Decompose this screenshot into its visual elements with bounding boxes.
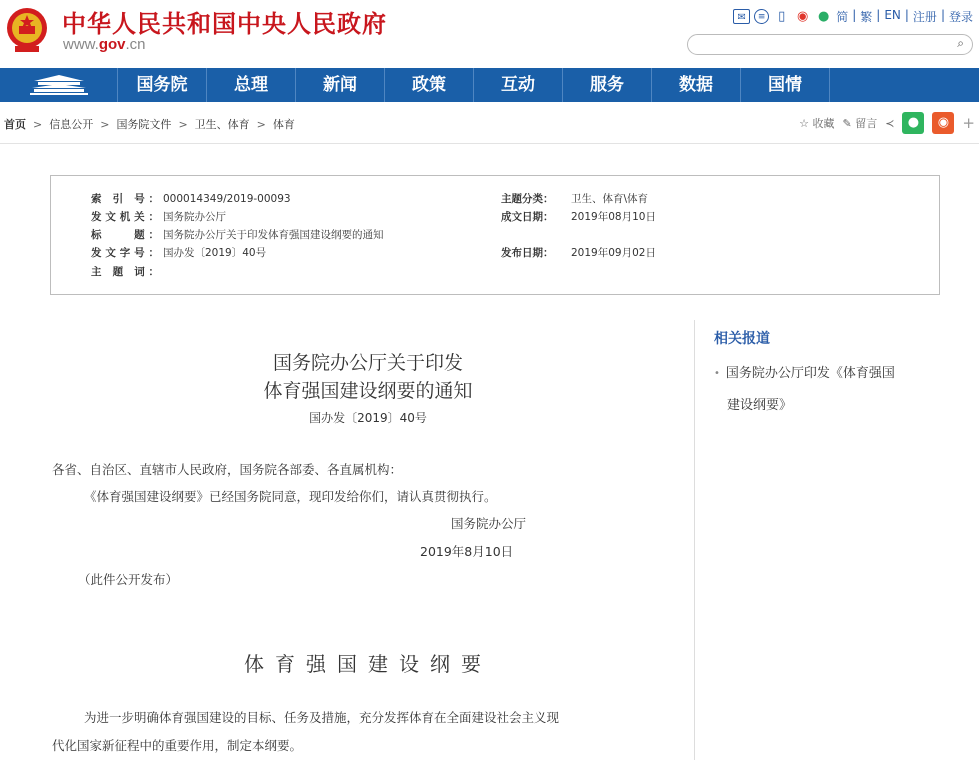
related-report-line1: 国务院办公厅印发《体育强国 bbox=[725, 366, 895, 381]
info-index-value: 000014349/2019-00093 bbox=[163, 193, 291, 205]
nav-item-services[interactable]: 服务 bbox=[563, 68, 652, 102]
nav-item-state-council[interactable]: 国务院 bbox=[118, 68, 207, 102]
document-info-box bbox=[50, 175, 940, 295]
wechat-icon[interactable]: ● bbox=[818, 9, 830, 24]
related-report-line2: 建设纲要》 bbox=[727, 398, 793, 413]
pencil-icon: ✎ bbox=[842, 117, 852, 130]
wechat-share-icon[interactable]: ● bbox=[902, 112, 924, 134]
info-pubdate-value: 2019年09月02日 bbox=[571, 247, 656, 259]
top-toolbar bbox=[733, 8, 973, 25]
related-report-link[interactable] bbox=[714, 358, 944, 422]
info-keywords-label: 主 题 词： bbox=[91, 266, 159, 278]
related-reports-title: 相关报道 bbox=[714, 331, 770, 347]
nav-item-interaction[interactable]: 互动 bbox=[474, 68, 563, 102]
info-docno-label: 发文字号： bbox=[91, 247, 159, 259]
info-row-docno bbox=[91, 245, 266, 260]
info-issuer-label: 发文机关： bbox=[91, 211, 159, 223]
nav-item-policy[interactable]: 政策 bbox=[385, 68, 474, 102]
message-icon[interactable]: ≡ bbox=[754, 9, 769, 24]
top-links: 简 | 繁 | EN | 注册 | 登录 bbox=[836, 8, 973, 24]
info-row-pubdate bbox=[501, 245, 656, 260]
link-login[interactable]: 登录 bbox=[948, 10, 973, 24]
doc-title-line1: 国务院办公厅关于印发 bbox=[272, 352, 463, 374]
link-traditional[interactable]: 繁 bbox=[860, 10, 873, 24]
national-emblem-icon[interactable] bbox=[6, 6, 48, 56]
star-icon: ☆ bbox=[799, 117, 809, 130]
site-title[interactable]: 中华人民共和国中央人民政府 bbox=[62, 10, 387, 38]
info-date-value: 2019年08月10日 bbox=[571, 211, 656, 223]
outline-title: 体育强国建设纲要 bbox=[244, 652, 492, 676]
info-date-label: 成文日期： bbox=[501, 211, 554, 223]
doc-number: 国办发〔2019〕40号 bbox=[309, 411, 427, 425]
info-row-date bbox=[501, 209, 656, 224]
link-english[interactable]: EN bbox=[884, 8, 901, 22]
info-pubdate-label: 发布日期： bbox=[501, 247, 554, 259]
breadcrumb-info-public[interactable]: 信息公开 bbox=[49, 118, 94, 131]
search-input[interactable] bbox=[687, 34, 973, 55]
chevron-right-icon: > bbox=[178, 118, 188, 131]
info-row-index bbox=[91, 191, 291, 206]
doc-title-line2: 体育强国建设纲要的通知 bbox=[263, 380, 473, 402]
info-title-value: 国务院办公厅关于印发体育强国建设纲要的通知 bbox=[163, 229, 384, 241]
main-nav bbox=[0, 68, 979, 102]
outline-paragraph-line2: 代化国家新征程中的重要作用，制定本纲要。 bbox=[52, 738, 303, 753]
breadcrumb-health-sports[interactable]: 卫生、体育 bbox=[194, 118, 250, 131]
site-header bbox=[0, 0, 979, 68]
favorite-label: 收藏 bbox=[812, 117, 835, 130]
weibo-share-icon[interactable]: ◉ bbox=[932, 112, 954, 134]
site-url-prefix: www. bbox=[63, 36, 99, 53]
more-share-icon[interactable]: + bbox=[962, 114, 975, 132]
info-issuer-value: 国务院办公厅 bbox=[163, 211, 226, 223]
bullet-icon: • bbox=[714, 368, 720, 379]
weibo-icon[interactable]: ◉ bbox=[797, 9, 809, 24]
info-row-keywords bbox=[91, 264, 163, 279]
chevron-right-icon: > bbox=[100, 118, 110, 131]
info-category-value: 卫生、体育\体育 bbox=[571, 193, 649, 205]
outline-paragraph-line1: 为进一步明确体育强国建设的目标、任务及措施，充分发挥体育在全面建设社会主义现 bbox=[84, 710, 560, 725]
tiananmen-icon bbox=[28, 74, 90, 96]
doc-salutation: 各省、自治区、直辖市人民政府，国务院各部委、各直属机构： bbox=[52, 462, 403, 477]
info-row-issuer bbox=[91, 209, 226, 224]
share-icon[interactable]: ≺ bbox=[885, 116, 895, 130]
info-docno-value: 国办发〔2019〕40号 bbox=[163, 247, 267, 259]
breadcrumb-home[interactable]: 首页 bbox=[4, 118, 26, 131]
chevron-right-icon: > bbox=[256, 118, 266, 131]
info-category-label: 主题分类： bbox=[501, 193, 554, 205]
link-simplified[interactable]: 简 bbox=[836, 10, 849, 24]
doc-public-note: （此件公开发布） bbox=[78, 572, 179, 587]
info-row-category bbox=[501, 191, 648, 206]
nav-item-national-info[interactable]: 国情 bbox=[741, 68, 830, 102]
nav-item-data[interactable]: 数据 bbox=[652, 68, 741, 102]
breadcrumb-bar bbox=[0, 102, 979, 144]
doc-body-paragraph: 《体育强国建设纲要》已经国务院同意，现印发给你们，请认真贯彻执行。 bbox=[84, 489, 497, 504]
search-icon[interactable]: ⌕ bbox=[957, 36, 964, 50]
info-row-title bbox=[91, 227, 384, 242]
share-tools bbox=[799, 112, 975, 134]
site-url-suffix: .cn bbox=[125, 36, 146, 53]
link-register[interactable]: 注册 bbox=[912, 10, 937, 24]
doc-signature-org: 国务院办公厅 bbox=[451, 516, 527, 531]
mail-icon[interactable]: ✉ bbox=[733, 9, 750, 24]
breadcrumb-sports[interactable]: 体育 bbox=[272, 118, 295, 131]
breadcrumb bbox=[4, 116, 295, 132]
site-url[interactable] bbox=[63, 36, 146, 53]
nav-item-premier[interactable]: 总理 bbox=[207, 68, 296, 102]
comment-button[interactable] bbox=[842, 115, 877, 131]
info-index-label: 索 引 号： bbox=[91, 193, 159, 205]
info-title-label: 标 题： bbox=[91, 229, 159, 241]
breadcrumb-state-council-docs[interactable]: 国务院文件 bbox=[116, 118, 172, 131]
site-url-gov: gov bbox=[98, 36, 126, 53]
favorite-button[interactable] bbox=[799, 115, 834, 131]
comment-label: 留言 bbox=[855, 117, 878, 130]
doc-signature-date: 2019年8月10日 bbox=[420, 544, 514, 559]
phone-icon[interactable]: ▯ bbox=[778, 9, 786, 24]
content-divider bbox=[694, 320, 695, 760]
nav-home-button[interactable] bbox=[0, 68, 118, 102]
nav-item-news[interactable]: 新闻 bbox=[296, 68, 385, 102]
chevron-right-icon: > bbox=[33, 118, 43, 131]
